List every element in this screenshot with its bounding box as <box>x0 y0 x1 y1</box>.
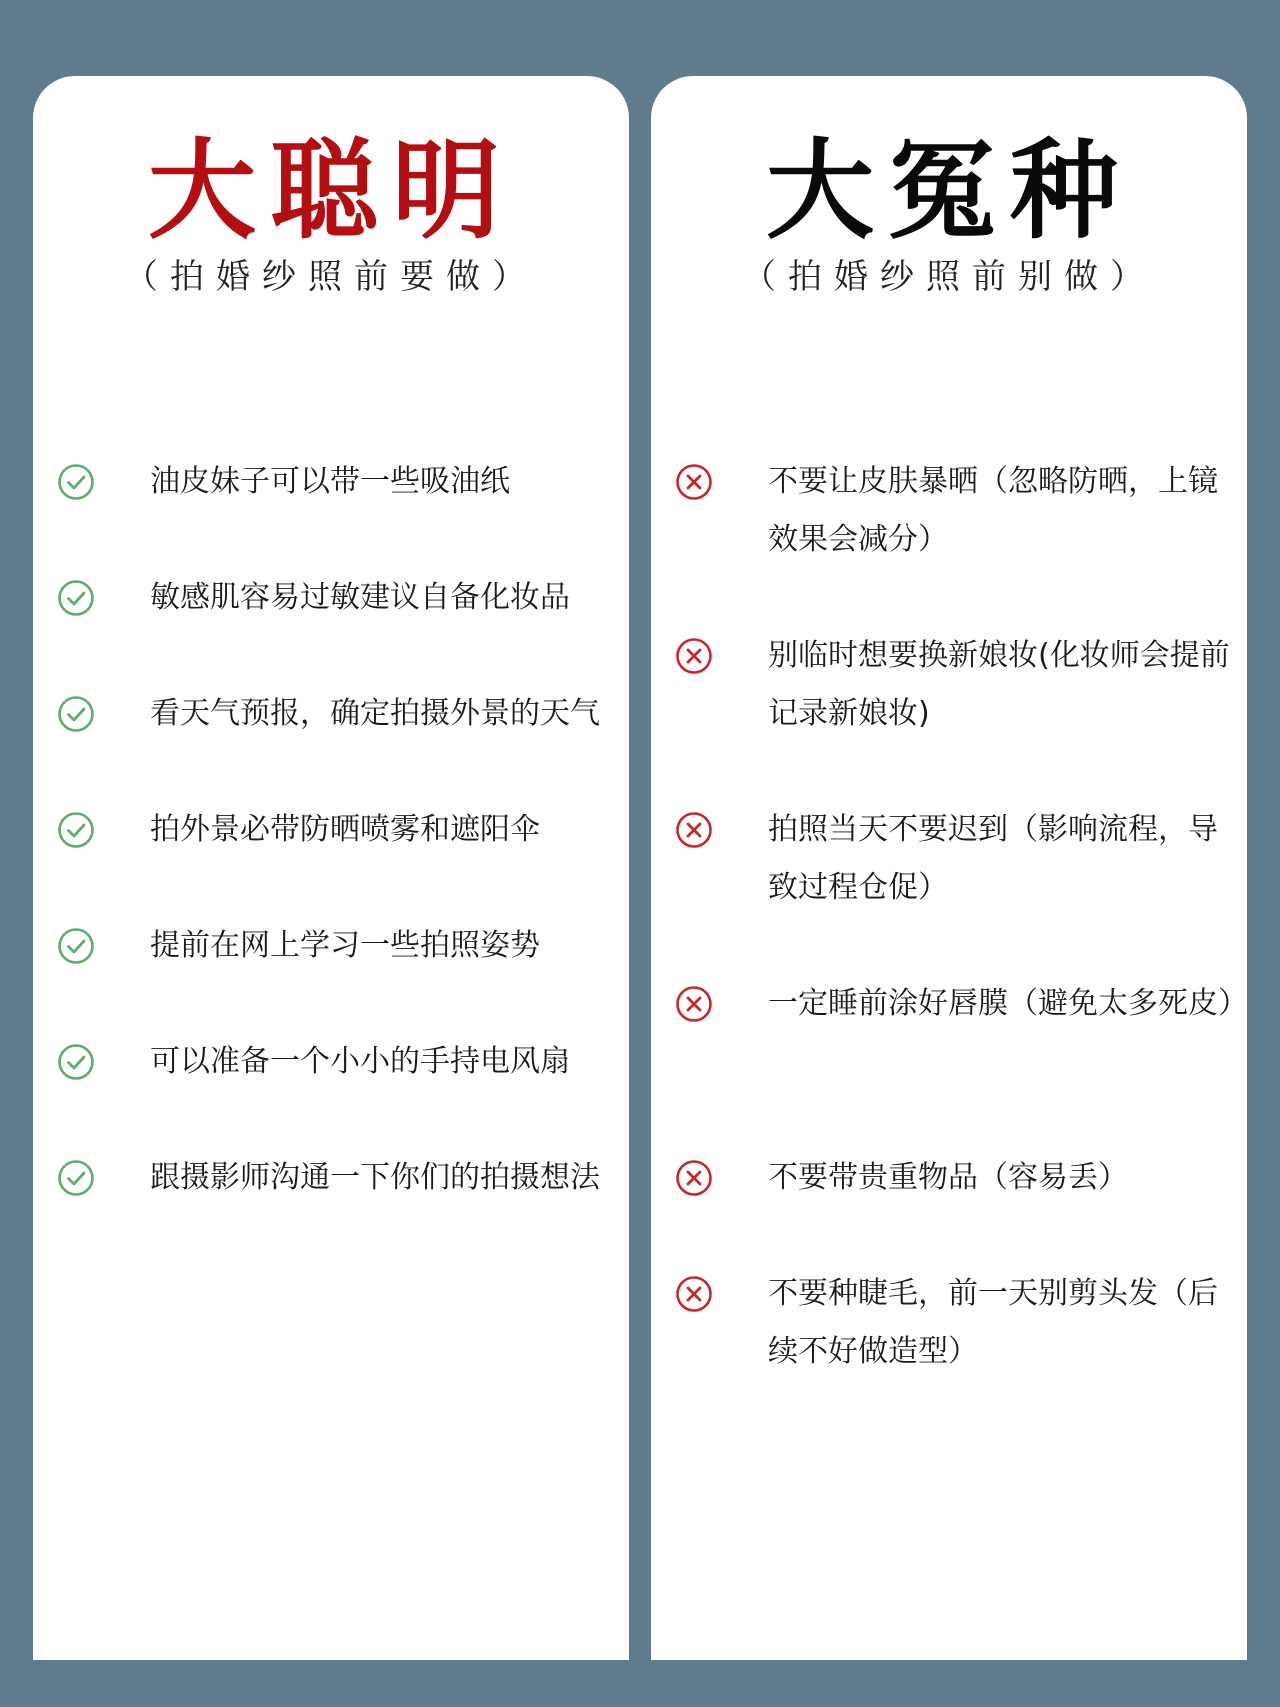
do-item-text: 提前在网上学习一些拍照姿势 <box>150 928 540 963</box>
x-circle-icon <box>675 637 713 675</box>
dont-card <box>651 76 1247 1660</box>
dont-item-text: 别临时想要换新娘妆(化妆师会提前记录新娘妆) <box>768 638 1230 731</box>
dont-item-text: 不要种睫毛，前一天别剪头发（后续不好做造型） <box>768 1276 1218 1369</box>
dont-item-text: 拍照当天不要迟到（影响流程，导致过程仓促） <box>768 812 1218 905</box>
check-circle-icon <box>57 1043 95 1081</box>
x-circle-icon <box>675 1275 713 1313</box>
x-circle-icon <box>675 985 713 1023</box>
dont-subtitle: （拍婚纱照前别做） <box>742 257 1156 297</box>
do-card <box>33 76 629 1660</box>
do-title: 大聪明 <box>147 129 514 254</box>
do-item-text: 敏感肌容易过敏建议自备化妆品 <box>150 580 570 615</box>
check-circle-icon <box>57 695 95 733</box>
x-circle-icon <box>675 1159 713 1197</box>
x-circle-icon <box>675 811 713 849</box>
do-item-text: 看天气预报，确定拍摄外景的天气 <box>150 696 600 731</box>
check-circle-icon <box>57 1159 95 1197</box>
do-item-text: 跟摄影师沟通一下你们的拍摄想法 <box>150 1160 600 1195</box>
check-circle-icon <box>57 927 95 965</box>
check-circle-icon <box>57 463 95 501</box>
dont-item-text: 一定睡前涂好唇膜（避免太多死皮） <box>768 986 1248 1021</box>
do-item-text: 拍外景必带防晒喷雾和遮阳伞 <box>150 812 540 847</box>
x-circle-icon <box>675 463 713 501</box>
dont-item-text: 不要带贵重物品（容易丢） <box>768 1160 1128 1195</box>
check-circle-icon <box>57 579 95 617</box>
do-item-text: 油皮妹子可以带一些吸油纸 <box>150 464 510 499</box>
do-subtitle: （拍婚纱照前要做） <box>124 257 538 297</box>
dont-title: 大冤种 <box>765 129 1132 254</box>
dont-item-text: 不要让皮肤暴晒（忽略防晒，上镜效果会减分） <box>768 464 1218 557</box>
check-circle-icon <box>57 811 95 849</box>
do-item-text: 可以准备一个小小的手持电风扇 <box>150 1044 570 1079</box>
